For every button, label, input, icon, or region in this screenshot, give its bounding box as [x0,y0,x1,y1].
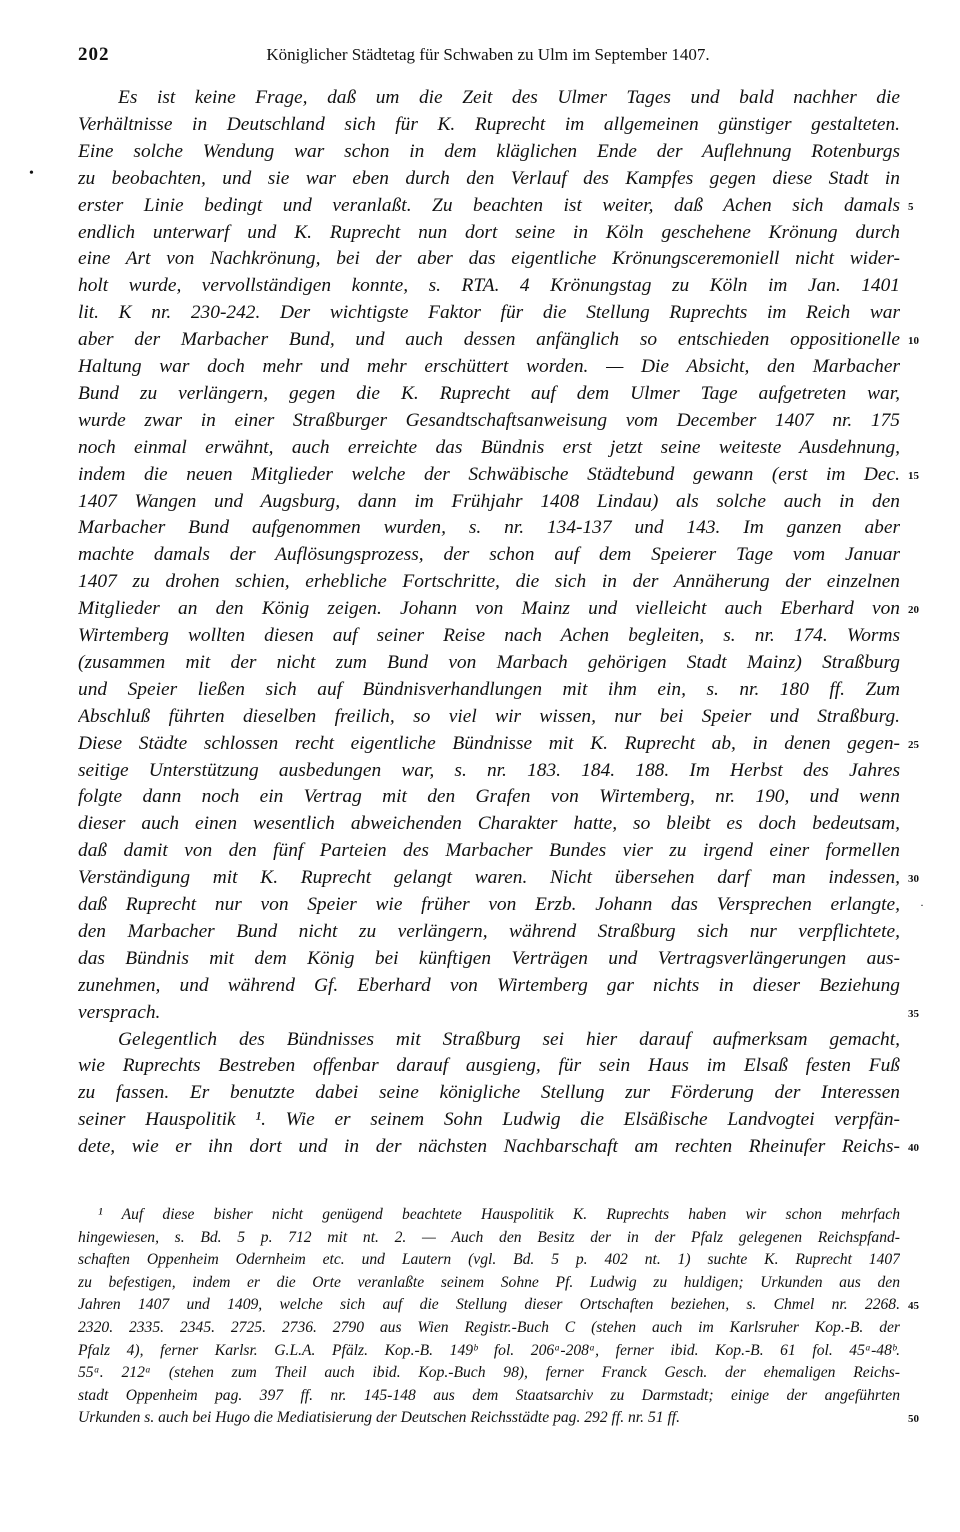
body-line: erster Linie bedingt und veranlaßt. Zu beachten ist weiter, daß Achen sich damals [78,194,900,216]
body-line: Bund zu verlängern, gegen die K. Ruprecht auf dem Ulmer Tage aufgetreten war, [78,382,900,404]
body-line: 1407 zu drohen schien, erhebliche Fortschritte, die sich in der Annäherung der einzelnen [78,571,900,593]
running-title: Königlicher Städtetag für Schwaben zu Ulm im September 1407. [266,45,710,64]
body-line: Haltung war doch mehr und mehr erschüttert worden. — Die Absicht, den Marbacher [78,356,900,377]
body-line: holt wurde, vervollständigen konnte, s. RTA. 4 Krönungstag zu Köln im Jan. 1401 [78,275,900,297]
line-number: 30 [908,873,919,886]
body-line: seiner Hauspolitik ¹. Wie er seinem Sohn Ludwig die Elsäßische Landvogtei verpfän- [78,1109,900,1131]
footnote-line: Pfalz 4), ferner Karlsr. G.L.A. Pfälz. Kop.-B. 149ᵇ fol. 206ᵃ-208ᵃ, ferner ibid. Kop.-B. 61 fol. 45ᵃ-48ᵇ. [78,1341,900,1359]
body-line: den Marbacher Bund nicht zu verlängern, während Straßburg sich nur verpflichtete, [78,920,900,942]
body-line: Verhältnisse in Deutschland sich für K. Ruprecht im allgemeinen günstiger gestalteten. [78,113,900,135]
body-line: aber der Marbacher Bund, und auch dessen anfänglich so entschieden oppositionelle [78,329,900,351]
line-number: 25 [908,738,919,751]
footnote-line-number: 45 [908,1300,919,1313]
body-line: indem die neuen Mitglieder welche der Schwäbische Städtebund gewann (erst im Dec. [78,463,900,485]
margin-dot: · [920,898,924,912]
body-line: machte damals der Auflösungsprozess, der schon auf dem Speierer Tage vom Januar [78,544,900,566]
body-line: endlich unterwarf und K. Ruprecht nun dort seine in Köln geschehene Krönung durch [78,221,900,243]
footnote-line: 55ᵃ. 212ᵃ (stehen zum Theil auch ibid. Kop.-Buch 98), ferner Franck Gesch. der ehemaligen Reichs- [78,1364,900,1382]
body-line: Verständigung mit K. Ruprecht gelangt waren. Nicht übersehen darf man indessen, [78,867,900,889]
body-line: Eine solche Wendung war schon in dem kläglichen Ende der Auflehnung Rotenburgs [78,140,900,162]
body-line: wie Ruprechts Bestreben offenbar darauf ausgieng, für sein Haus im Elsaß festen Fuß [78,1055,900,1077]
body-line: eine Art von Nachkrönung, bei der aber das eigentliche Krönungsceremoniell nicht wider- [78,248,900,270]
line-number: 10 [908,335,919,348]
line-number: 35 [908,1007,919,1020]
margin-bullet: • [29,166,34,181]
body-line: seitige Unterstützung ausbedungen war, s. nr. 183. 184. 188. Im Herbst des Jahres [78,759,900,781]
body-line: versprach. [78,1001,161,1023]
body-line: (zusammen mit der nicht zum Bund von Marbach gehörigen Stadt Mainz) Straßburg [78,651,900,673]
body-line: wurde zwar in einer Straßburger Gesandtschaftsanweisung vom December 1407 nr. 175 [78,409,900,431]
body-line: daß Ruprecht nur von Speier wie früher von Erzb. Johann das Versprechen erlangte, [78,894,900,915]
footnote-line: ¹ Auf diese bisher nicht genügend beachtete Hauspolitik K. Ruprechts haben wir schon mehrfach [98,1206,900,1223]
footnote-line-number: 50 [908,1413,919,1426]
line-number: 40 [908,1142,919,1155]
footnote-line: hingewiesen, s. Bd. 5 p. 712 mit nt. 2. — Auch den Besitz der in der Pfalz gelegenen Reichspfand- [78,1228,900,1246]
body-line: Gelegentlich des Bündnisses mit Straßburg sei hier darauf aufmerksam gemacht, [118,1028,900,1050]
body-line: und Speier ließen sich auf Bündnisverhandlungen mit ihm ein, s. nr. 180 ff. Zum [78,678,900,700]
body-line: daß damit von den fünf Parteien des Marbacher Bundes vier zu irgend einer formellen [78,840,900,862]
body-line: das Bündnis mit dem König bei künftigen Verträgen und Vertragsverlängerungen aus- [78,947,900,969]
footnote-line: schaften Oppenheim Odernheim etc. und Lautern (vgl. Bd. 5 p. 402 nt. 1) suchte K. Ruprecht 1407 [78,1251,900,1269]
body-line: Mitglieder an den König zeigen. Johann von Mainz und vielleicht auch Eberhard von [78,598,900,620]
body-line: lit. K nr. 230-242. Der wichtigste Faktor für die Stellung Ruprechts im Reich war [78,302,900,324]
line-number: 5 [908,200,914,213]
body-line: Es ist keine Frage, daß um die Zeit des Ulmer Tages und bald nachher die [118,87,900,108]
body-line: noch einmal erwähnt, auch erreichte das Bündnis erst jetzt seine weiteste Ausdehnung, [78,436,900,458]
footnote-line: Urkunden s. auch bei Hugo die Mediatisierung der Deutschen Reichsstädte pag. 292 ff. nr. 51 ff. [78,1409,681,1427]
body-line: dieser auch einen wesentlich abweichenden Charakter hatte, so bleibt es doch bedeutsam, [78,813,900,835]
body-line: 1407 Wangen und Augsburg, dann im Frühjahr 1408 Lindau) als solche auch in den [78,490,900,512]
body-line: Diese Städte schlossen recht eigentliche Bündnisse mit K. Ruprecht ab, in denen gegen- [78,732,900,754]
footnote-line: stadt Oppenheim pag. 397 ff. nr. 145-148 aus dem Staatsarchiv zu Darmstadt; einige der angeführten [78,1386,900,1404]
body-line: Wirtemberg wollten diesen auf seiner Reise nach Achen begleiten, s. nr. 174. Worms [78,625,900,646]
body-line: Abschluß führten dieselben freilich, so viel wir wissen, nur bei Speier und Straßburg. [78,705,900,727]
line-number: 20 [908,604,919,617]
body-line: dete, wie er ihn dort und in der nächsten Nachbarschaft am rechten Rheinufer Reichs- [78,1136,900,1158]
footnote-line: zu befestigen, indem er die Orte veranlaßte seinem Sohne Pf. Ludwig zu huldigen; Urkunden aus den [78,1273,900,1291]
page-header [78,44,898,74]
page-number: 202 [78,44,110,65]
body-line: zu fassen. Er benutzte dabei seine königliche Stellung zur Förderung der Interessen [78,1082,900,1104]
body-line: zunehmen, und während Gf. Eberhard von Wirtemberg gar nichts in dieser Beziehung [78,974,900,996]
footnote-line: 2320. 2335. 2345. 2725. 2736. 2790 aus Wien Registr.-Buch C (stehen auch im Karlsruher Kop.-B. der [78,1319,900,1336]
body-line: Marbacher Bund aufgenommen wurden, s. nr. 134-137 und 143. Im ganzen aber [78,517,900,539]
line-number: 15 [908,469,919,482]
body-line: folgte dann noch ein Vertrag mit den Grafen von Wirtemberg, nr. 190, und wenn [78,786,900,808]
footnote-line: Jahren 1407 und 1409, welche sich auf die Stellung dieser Ortschaften beziehen, s. Chmel nr. 2268. [78,1296,900,1314]
body-line: zu beobachten, und sie war eben durch den Verlauf des Kampfes gegen diese Stadt in [78,167,900,189]
